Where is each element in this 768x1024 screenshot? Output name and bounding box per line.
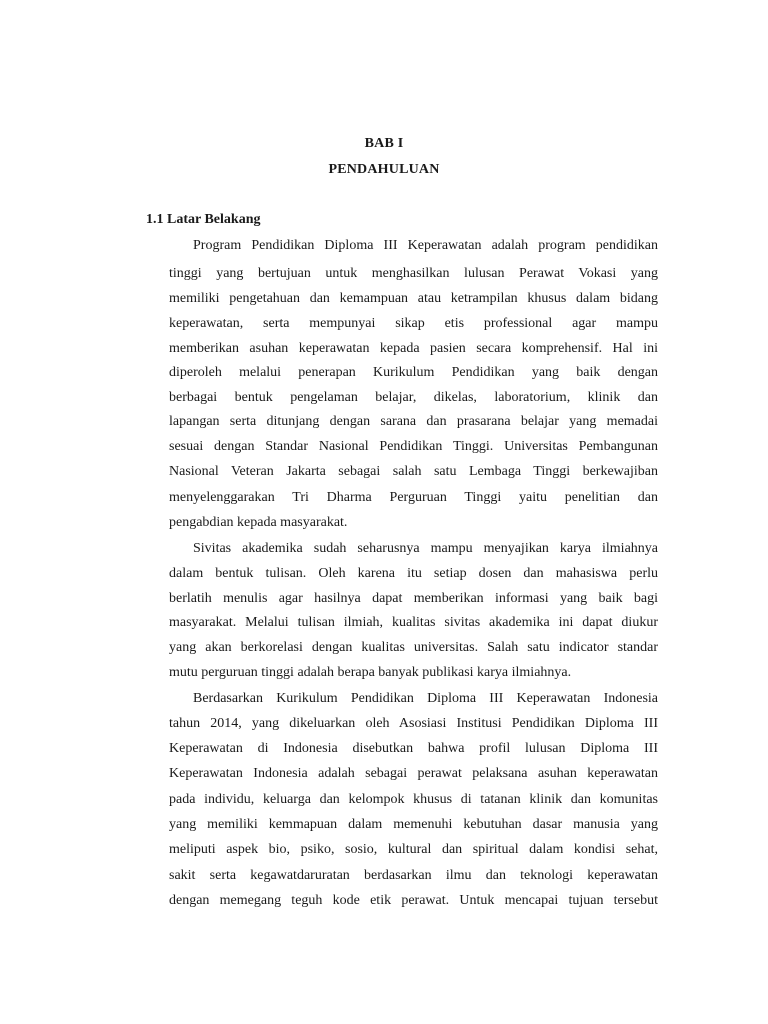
paragraph-line: Program Pendidikan Diploma III Keperawatan adalah program pendidikan (193, 238, 658, 253)
paragraph-line: memberikan asuhan keperawatan kepada pasien secara komprehensif. Hal ini (169, 341, 658, 356)
paragraph-line: Nasional Veteran Jakarta sebagai salah satu Lembaga Tinggi berkewajiban (169, 464, 658, 479)
paragraph-line: berlatih menulis agar hasilnya dapat memberikan informasi yang baik bagi (169, 591, 658, 606)
section-heading: 1.1 Latar Belakang (146, 212, 261, 227)
paragraph-line: diperoleh melalui penerapan Kurikulum Pendidikan yang baik dengan (169, 365, 658, 380)
paragraph-line: masyarakat. Melalui tulisan ilmiah, kualitas sivitas akademika ini dapat diukur (169, 615, 658, 630)
paragraph-line: mutu perguruan tinggi adalah berapa banyak publikasi karya ilmiahnya. (169, 665, 572, 680)
paragraph-line: tahun 2014, yang dikeluarkan oleh Asosiasi Institusi Pendidikan Diploma III (169, 716, 658, 731)
paragraph-line: dalam bentuk tulisan. Oleh karena itu setiap dosen dan mahasiswa perlu (169, 566, 658, 581)
paragraph-line: yang akan berkorelasi dengan kualitas universitas. Salah satu indicator standar (169, 640, 658, 655)
paragraph-line: tinggi yang bertujuan untuk menghasilkan lulusan Perawat Vokasi yang (169, 266, 658, 281)
paragraph-line: lapangan serta ditunjang dengan sarana dan prasarana belajar yang memadai (169, 414, 658, 429)
paragraph-line: memiliki pengetahuan dan kemampuan atau ketrampilan khusus dalam bidang (169, 291, 658, 306)
paragraph-line: sesuai dengan Standar Nasional Pendidikan Tinggi. Universitas Pembangunan (169, 439, 658, 454)
paragraph-line: yang memiliki kemmapuan dalam memenuhi kebutuhan dasar manusia yang (169, 817, 658, 832)
paragraph-line: pengabdian kepada masyarakat. (169, 515, 348, 530)
paragraph-line: berbagai bentuk pengelaman belajar, dikelas, laboratorium, klinik dan (169, 390, 658, 405)
paragraph-line: pada individu, keluarga dan kelompok khusus di tatanan klinik dan komunitas (169, 792, 658, 807)
chapter-title: PENDAHULUAN (328, 162, 440, 177)
paragraph-line: Keperawatan di Indonesia disebutkan bahwa profil lulusan Diploma III (169, 741, 658, 756)
paragraph-line: keperawatan, serta mempunyai sikap etis professional agar mampu (169, 316, 658, 331)
paragraph-line: Berdasarkan Kurikulum Pendidikan Diploma III Keperawatan Indonesia (193, 691, 658, 706)
paragraph-line: dengan memegang teguh kode etik perawat. Untuk mencapai tujuan tersebut (169, 893, 658, 908)
paragraph-line: meliputi aspek bio, psiko, sosio, kultural dan spiritual dalam kondisi sehat, (169, 842, 658, 857)
paragraph-line: sakit serta kegawatdaruratan berdasarkan ilmu dan teknologi keperawatan (169, 868, 658, 883)
paragraph-line: menyelenggarakan Tri Dharma Perguruan Tinggi yaitu penelitian dan (169, 490, 658, 505)
paragraph-line: Sivitas akademika sudah seharusnya mampu menyajikan karya ilmiahnya (193, 541, 658, 556)
chapter-number: BAB I (364, 136, 404, 151)
paragraph-line: Keperawatan Indonesia adalah sebagai perawat pelaksana asuhan keperawatan (169, 766, 658, 781)
